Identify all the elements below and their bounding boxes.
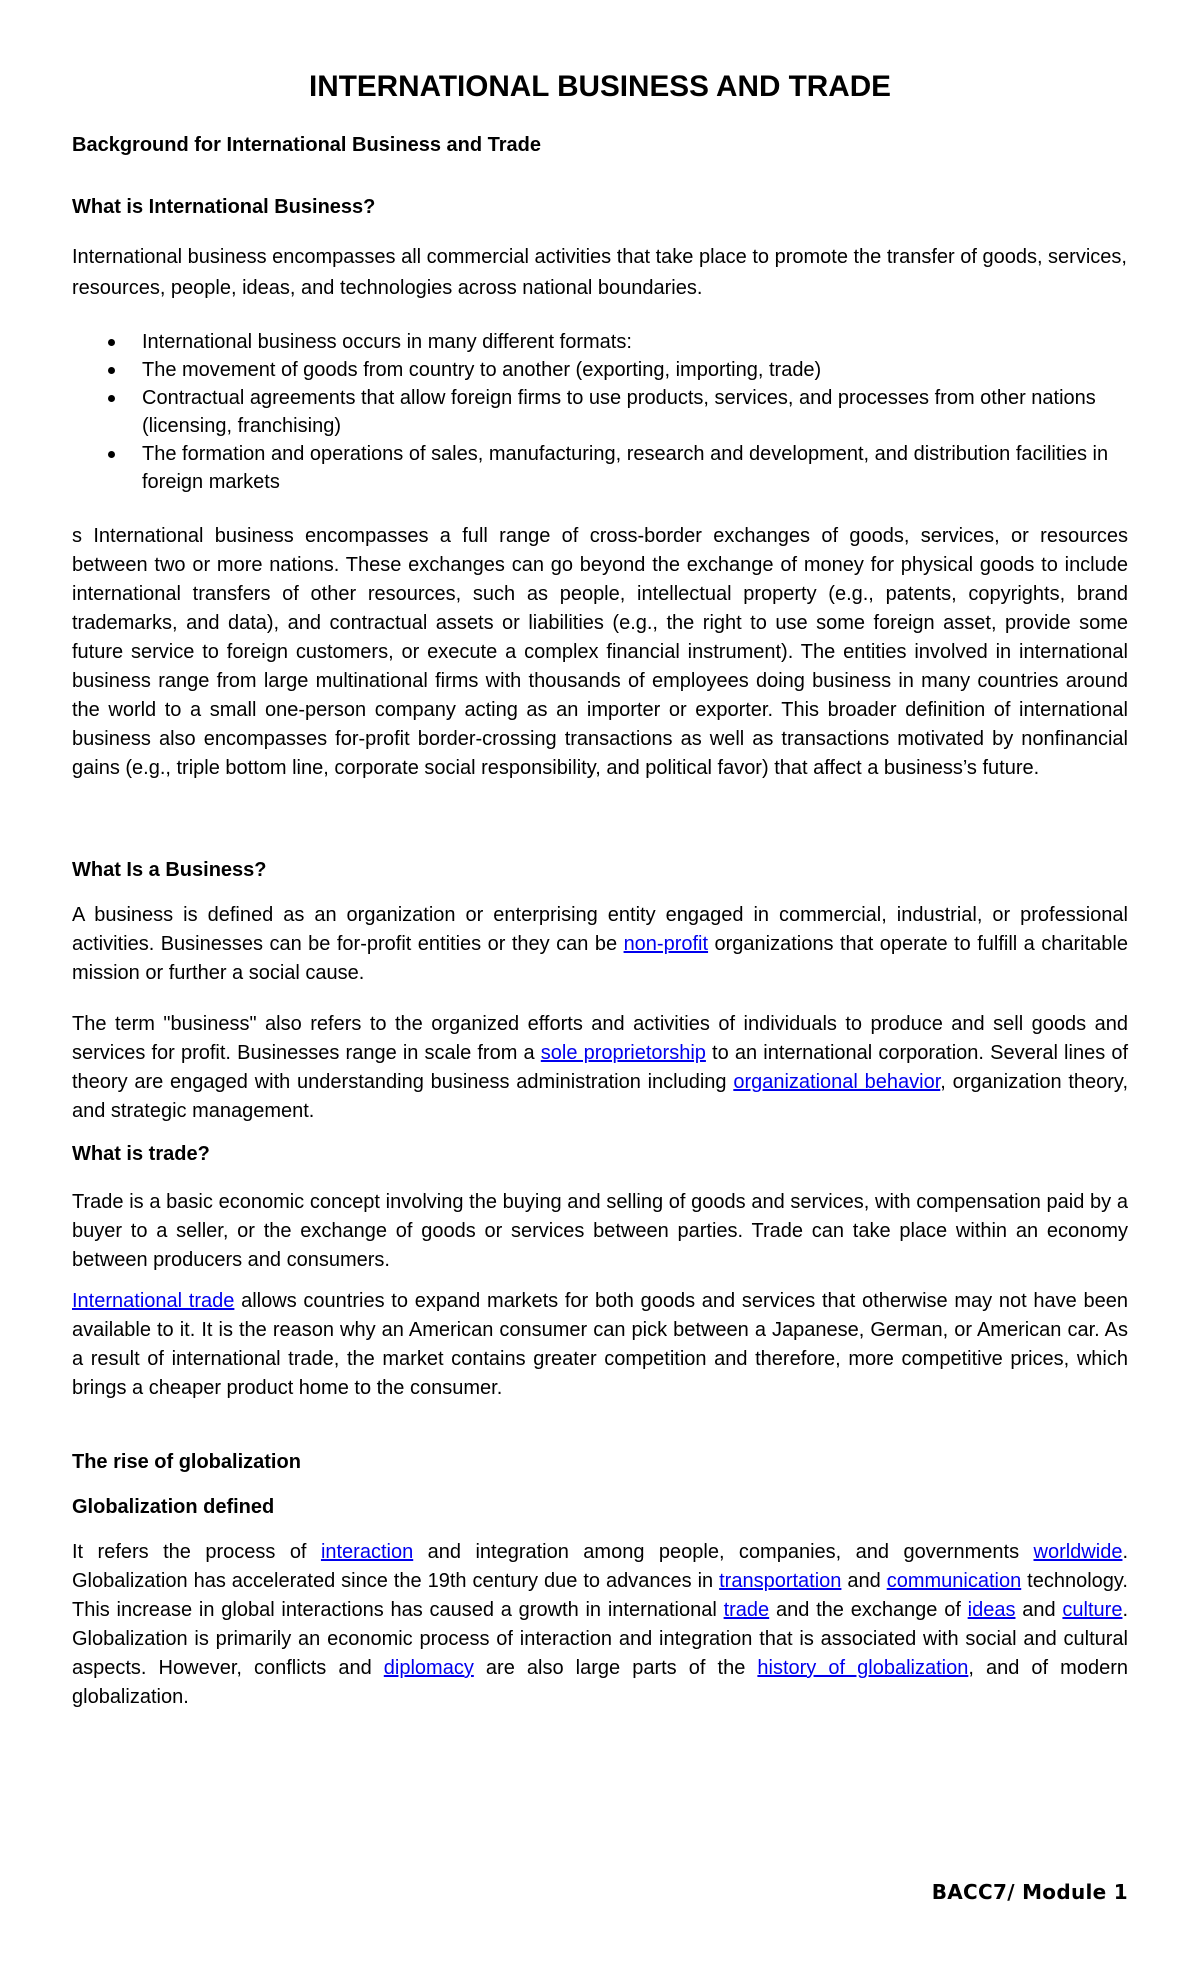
heading-what-is-international-business: What is International Business?: [72, 196, 376, 218]
text: The term "business" also refers to the organized efforts and activities of individuals to produce and sell goods and services for profit. Businesses range in scale from a: [72, 1013, 1128, 1064]
bullet-list-ib-formats: [72, 328, 1128, 496]
text: , and of modern globalization.: [72, 1657, 1128, 1708]
text: and: [841, 1570, 887, 1592]
bullet-icon: [108, 367, 115, 374]
link-non-profit[interactable]: non-profit: [623, 933, 709, 955]
text: to an international corporation. Several lines of theory are engaged with understanding business administration including: [72, 1042, 1129, 1093]
list-item-text: The movement of goods from country to another (exporting, importing, trade): [142, 359, 822, 381]
list-item: [72, 356, 1128, 384]
text: are also large parts of the: [473, 1657, 758, 1679]
text: technology. This increase in global interactions has caused a growth in international: [72, 1570, 1128, 1621]
heading-what-is-a-business: What Is a Business?: [72, 859, 267, 881]
link-worldwide[interactable]: worldwide: [1033, 1541, 1123, 1563]
document-title: INTERNATIONAL BUSINESS AND TRADE: [309, 70, 891, 103]
link-trade[interactable]: trade: [723, 1599, 770, 1621]
text: . Globalization has accelerated since the 19th century due to advances in: [72, 1541, 1129, 1592]
link-culture[interactable]: culture: [1062, 1599, 1123, 1621]
text: and integration among people, companies, and governments: [413, 1541, 1034, 1563]
bullet-icon: [108, 339, 115, 346]
list-item-text: International business occurs in many different formats:: [142, 331, 632, 353]
list-item: [72, 328, 1128, 356]
text: A business is defined as an organization or enterprising entity engaged in commercial, industrial, or professional activities. Businesses can be for-profit entities or they can be: [72, 904, 1128, 955]
link-organizational-behavior[interactable]: organizational behavior: [733, 1071, 941, 1093]
paragraph-business-term: [72, 1010, 1128, 1126]
heading-what-is-trade: What is trade?: [72, 1143, 210, 1165]
link-diplomacy[interactable]: diplomacy: [383, 1657, 474, 1679]
text: organizations that operate to fulfill a charitable mission or further a social cause.: [72, 933, 1128, 984]
list-item-text: Contractual agreements that allow foreign firms to use products, services, and processes from other nations (licensing, franchising): [142, 387, 1096, 437]
text: . Globalization is primarily an economic process of interaction and integration that is associated with social and cultural aspects. However, conflicts and: [72, 1599, 1129, 1679]
list-item-text: The formation and operations of sales, manufacturing, research and development, and distribution facilities in foreign markets: [142, 443, 1109, 493]
link-sole-proprietorship[interactable]: sole proprietorship: [540, 1042, 706, 1064]
bullet-icon: [108, 395, 115, 402]
bullet-icon: [108, 451, 115, 458]
paragraph-business-definition: [72, 901, 1128, 988]
link-ideas[interactable]: ideas: [967, 1599, 1016, 1621]
link-communication[interactable]: communication: [886, 1570, 1022, 1592]
paragraph-ib-definition: International business encompasses all commercial activities that take place to promote the transfer of goods, services, resources, people, ideas, and technologies across national boundaries.: [72, 246, 1127, 299]
list-item: [72, 440, 1128, 496]
text: allows countries to expand markets for both goods and services that otherwise may not have been available to it. It is the reason why an American consumer can pick between a Japanese, German, or American car. As a result of international trade, the market contains greater competition and therefore, more competitive prices, which brings a cheaper product home to the consumer.: [72, 1290, 1128, 1399]
heading-globalization-defined: Globalization defined: [72, 1496, 275, 1518]
link-interaction[interactable]: interaction: [320, 1541, 414, 1563]
heading-rise-of-globalization: The rise of globalization: [72, 1451, 301, 1473]
link-international-trade[interactable]: International trade: [72, 1290, 235, 1312]
text: It refers the process of: [72, 1541, 321, 1563]
paragraph-international-trade: [72, 1287, 1128, 1403]
paragraph-globalization-definition: [72, 1538, 1128, 1712]
section-heading-background: Background for International Business and Trade: [72, 134, 541, 156]
page-footer-module-label: BACC7/ Module 1: [931, 1880, 1128, 1904]
text: and the exchange of: [769, 1599, 968, 1621]
link-history-of-globalization[interactable]: history of globalization: [757, 1657, 969, 1679]
paragraph-ib-scope: s International business encompasses a full range of cross-border exchanges of goods, services, or resources between two or more nations. These exchanges can go beyond the exchange of money for physical goods to include international transfers of other resources, such as people, intellectual property (e.g., patents, copyrights, brand trademarks, and data), and contractual assets or liabilities (e.g., the right to use some foreign asset, provide some future service to foreign customers, or execute a complex financial instrument). The entities involved in international business range from large multinational firms with thousands of employees doing business in many countries around the world to a small one-person company acting as an importer or exporter. This broader definition of international business also encompasses for-profit border-crossing transactions as well as transactions motivated by nonfinancial gains (e.g., triple bottom line, corporate social responsibility, and political favor) that affect a business’s future.: [72, 525, 1128, 779]
paragraph-trade-definition: Trade is a basic economic concept involving the buying and selling of goods and services, with compensation paid by a buyer to a seller, or the exchange of goods or services between parties. Trade can take place within an economy between producers and consumers.: [72, 1191, 1128, 1271]
text: and: [1015, 1599, 1063, 1621]
list-item: [72, 384, 1128, 440]
link-transportation[interactable]: transportation: [719, 1570, 842, 1592]
text: , organization theory, and strategic management.: [72, 1071, 1129, 1122]
